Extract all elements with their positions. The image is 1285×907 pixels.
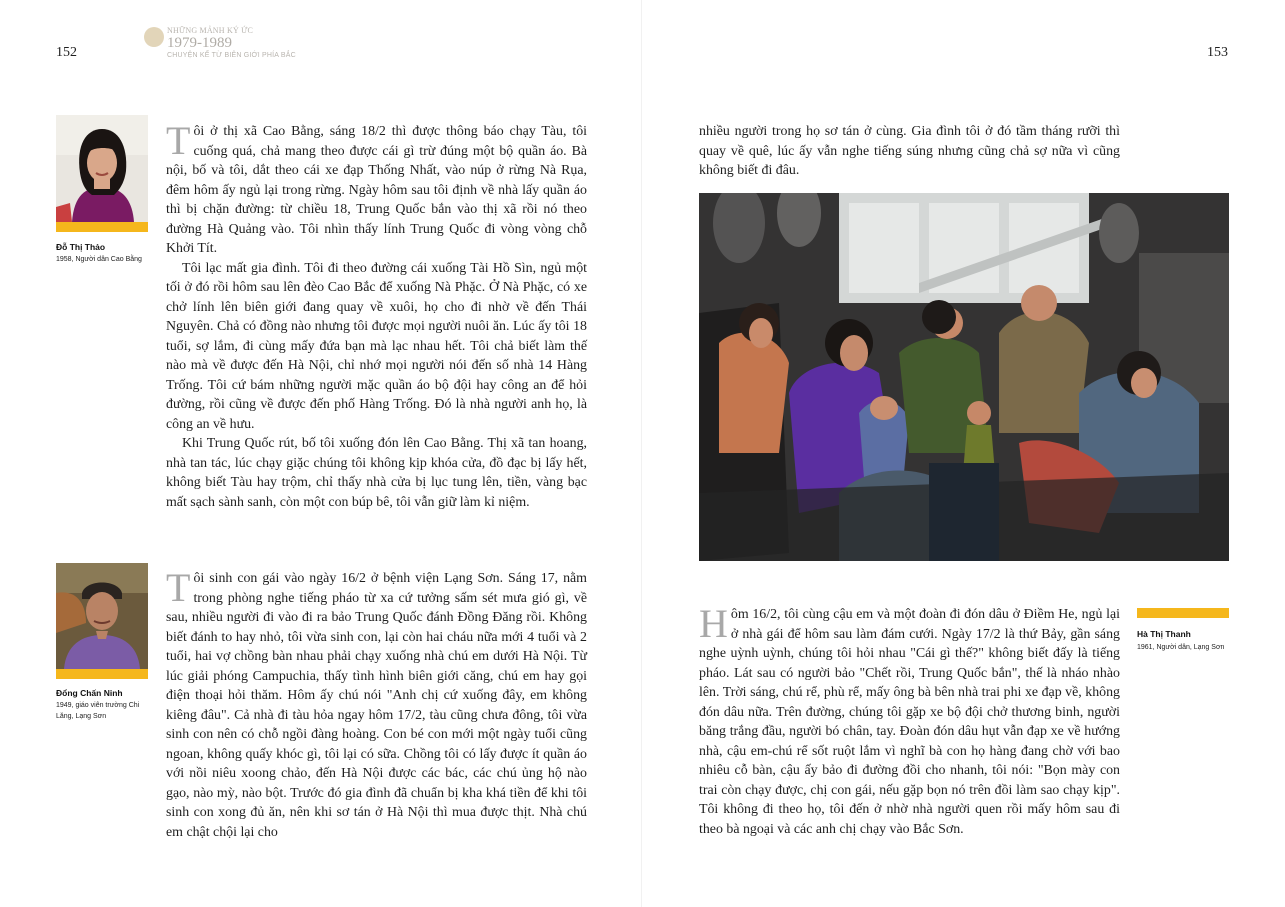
- portrait-dong-chan-ninh: [56, 563, 148, 679]
- story-paragraph: Tôi lạc mất gia đình. Tôi đi theo đường cái xuống Tài Hồ Sìn, ngủ một tối ở đó rồi hôm sau lên đèo Cao Bắc để xuống Nà Phặc. Ở Nà Phặc, có xe chở lính lên biên giới đang quay về xuôi, họ cho đi nhờ về đến Thái Nguyên. Chả có đồng nào nhưng tôi được mọi người nuôi ăn. Lúc ấy tôi 18 tuổi, sợ lắm, đi cùng mấy đứa bạn mà lạc nhau hết. Tôi chả biết làm thế nào mà về được đến Hà Nội, chỉ nhớ mọi người nói đến số nhà 14 Hàng Trống. Tôi cứ bám những người mặc quần áo bộ đội hay công an để hỏi đường, rồi cũng về được đến phố Hàng Trống. Đó là nhà người anh họ, là công an về hưu.: [166, 260, 587, 432]
- portrait-accent-bar: [56, 669, 148, 679]
- left-page: [0, 0, 642, 907]
- story-dong-chan-ninh: [166, 565, 587, 842]
- story-paragraph: Hôm 16/2, tôi cùng cậu em và một đoàn đi đón dâu ở Điềm He, ngủ lại ở nhà gái để hôm sau làm đám cưới. Ngày 17/2 là thứ Bảy, gần sáng nghe uỳnh uỳnh, chúng tôi hỏi nhau "Cái gì thế?" không biết đấy là tiếng pháo. Lát sau có người bảo "Chết rồi, Trung Quốc bắn", thế là nháo nhào lên. Trời sáng, chú rể, phù rể, mấy ông bà bên nhà trai phi xe đạp về, không đón dâu nữa. Trên đường, chúng tôi gặp xe bộ đội chở thương binh, người băng trắng đầu, người bó chân, tay. Đoàn đón dâu hụt vẫn đạp xe về hướng nhà, cậu em-chú rể sốt ruột lắm vì nghĩ bà con họ hàng đang chờ với bao nhiêu cỗ bàn, cậu ấy bảo đi đường đồi cho nhanh, tôi nói: "Bọn mày con trai còn chạy được, chị con gái, nếu gặp bọn nó trên đồi làm sao chạy kịp". Tôi không đi theo họ, tôi đến ở nhờ nhà người quen rồi mấy hôm sau đi theo bà ngoại và các anh chị chạy vào Bắc Sơn.: [699, 601, 1120, 837]
- person-name: Đổng Chấn Ninh: [56, 688, 123, 698]
- running-header: [144, 26, 344, 66]
- story-paragraph: nhiều người trong họ sơ tán ở cùng. Gia đình tôi ở đó tầm tháng rưỡi thì quay về quê, lúc ấy vẫn nghe tiếng súng nhưng cũng chả sợ nữa vì cũng không biết đi đâu.: [699, 124, 1120, 178]
- drop-cap: T: [166, 118, 191, 163]
- page-number-left: 152: [56, 45, 77, 60]
- person-name: Đỗ Thị Thảo: [56, 242, 106, 252]
- story-paragraph: Khi Trung Quốc rút, bố tôi xuống đón lên Cao Bằng. Thị xã tan hoang, nhà tan tác, lúc chạy giặc chúng tôi không kịp khóa cửa, đồ đạc bị lấy hết, không biết Tàu hay trộm, chỉ thấy nhà cửa bị lục tung lên, tiền, vàng bạc mất sạch sành sanh, còn một con búp bê, tôi vẫn giữ làm kỉ niệm.: [166, 436, 587, 510]
- portrait-woman-image: [56, 115, 148, 222]
- header-years: 1979-1989: [167, 35, 232, 51]
- accent-bar: [1137, 608, 1229, 618]
- story-paragraph: Tôi sinh con gái vào ngày 16/2 ở bệnh viện Lạng Sơn. Sáng 17, nằm trong phòng nghe tiếng pháo từ xa cứ tưởng sấm sét mưa gió gì, về sau, nhiều người đi vào đi ra bảo Trung Quốc đánh Đồng Đăng rồi. Không biết đánh to hay nhỏ, tôi vừa sinh con, lại còn hai cháu nữa mới 4 tuổi và 2 tuổi, hai vợ chồng bàn nhau phải chạy xuống nhà chú em dưới Hà Nội. Từ lúc giải phóng Campuchia, thấy tình hình biên giới căng, chú em hay gọi điện thoại hỏi thăm. Hôm ấy chú nói "Anh chị cứ xuống đây, em không kiêng đâu". Cả nhà đi tàu hỏa ngay hôm 17/2, tàu cũng chưa đông, tôi vừa sinh con nên có chỗ ngồi đàng hoàng. Con bé con mới một ngày tuổi cũng ngoan, không quấy khóc gì, tôi lại có sữa. Chồng tôi có lấy được ít quần áo với nồi niêu xoong chảo, đến Hà Nội được các bác, các chú ủng hộ nào gạo, nào mỳ, nào bột. Trước đó gia đình đã chuẩn bị kha khá tiền để khi tôi sinh con xong đủ ăn, nên khi sơ tán ở Hà Nội thì mua được thịt. Nhà chú em chật chội lại cho: [166, 565, 587, 840]
- header-series-title: NHỮNG MẢNH KÝ ỨC: [167, 26, 254, 35]
- illustration-image: [699, 193, 1229, 561]
- person-caption: 1949, giáo viên trường Chi Lăng, Lạng Sơn: [56, 702, 140, 720]
- person-caption: 1958, Người dân Cao Bằng: [56, 256, 142, 263]
- story-ha-thi-thanh: [699, 601, 1120, 839]
- person-name: Hà Thị Thanh: [1137, 629, 1191, 639]
- portrait-accent-bar: [56, 222, 148, 232]
- header-circle-icon: [144, 27, 164, 47]
- drop-cap: H: [699, 601, 728, 646]
- evacuation-train-illustration: [699, 193, 1229, 561]
- story-do-thi-thao: [166, 118, 587, 512]
- drop-cap: T: [166, 565, 191, 610]
- story-paragraph: Tôi ở thị xã Cao Bằng, sáng 18/2 thì được thông báo chạy Tàu, tôi cuống quá, chả mang theo được cái gì trừ đúng một bộ quần áo. Bà nội, bố và tôi, dắt theo cái xe đạp Thống Nhất, vào núp ở rừng Nà Rụa, đêm hôm ấy ngủ lại trong rừng. Ngày hôm sau tôi định về nhà lấy quần áo thì bị chặn đường: từ chiều 18, Trung Quốc bắn vào thị xã rồi nó theo đường Hà Quảng vào. Tôi nhìn thấy lính Trung Quốc đi vòng vòng chỗ Khởi Tít.: [166, 118, 587, 256]
- portrait-elderly-woman-image: [56, 563, 148, 669]
- page-number-right: 153: [1207, 45, 1228, 60]
- header-subtitle: CHUYỆN KỂ TỪ BIÊN GIỚI PHÍA BẮC: [167, 52, 296, 59]
- portrait-do-thi-thao: [56, 115, 148, 232]
- person-caption: 1961, Người dân, Lạng Sơn: [1137, 644, 1225, 651]
- story-continuation: [699, 122, 1120, 181]
